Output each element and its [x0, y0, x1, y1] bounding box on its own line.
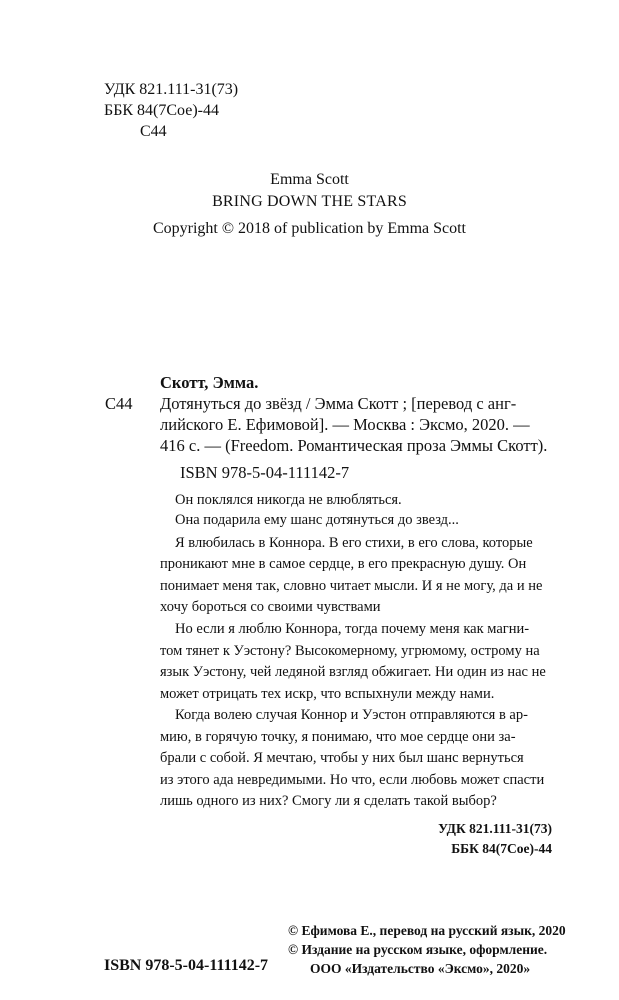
- annotation-line: понимает меня так, словно читает мысли. И я не могу, да и не: [160, 578, 543, 594]
- annotation-line: хочу бороться со своими чувствами: [160, 599, 381, 615]
- tagline-line: Она подарила ему шанс дотянуться до звезд...: [175, 512, 459, 528]
- bbk-code: ББК 84(7Сое)-44: [104, 102, 219, 119]
- annotation-line: брали с собой. Я мечтаю, чтобы у них был шанс вернуться: [160, 750, 524, 766]
- bib-author-heading: Скотт, Эмма.: [160, 373, 259, 392]
- annotation-line: мию, в горячую точку, я понимаю, что мое сердце они за-: [160, 729, 516, 745]
- bottom-udk-code: УДК 821.111-31(73): [438, 821, 552, 836]
- original-author: Emma Scott: [270, 171, 349, 188]
- bib-line: 416 с. — (Freedom. Романтическая проза Эммы Скотт).: [160, 436, 548, 455]
- annotation-line: Когда волею случая Коннор и Уэстон отправляются в ар-: [175, 707, 528, 723]
- annotation-line: Но если я люблю Коннора, тогда почему меня как магни-: [175, 621, 530, 637]
- tagline-line: Он поклялся никогда не влюбляться.: [175, 492, 402, 508]
- footer-copyright: © Ефимова Е., перевод на русский язык, 2020: [288, 923, 566, 938]
- footer-copyright: © Издание на русском языке, оформление.: [288, 942, 548, 957]
- annotation-line: том тянет к Уэстону? Высокомерному, угрюмому, острому на: [160, 643, 540, 659]
- annotation-line: проникают мне в самое сердце, в его прекрасную душу. Он: [160, 556, 527, 572]
- annotation-line: из этого ада невредимыми. Но что, если любовь может спасти: [160, 772, 545, 788]
- footer-copyright: ООО «Издательство «Эксмо», 2020»: [310, 961, 531, 976]
- annotation-line: Я влюбилась в Коннора. В его стихи, в его слова, которые: [175, 535, 533, 551]
- bib-line: лийского Е. Ефимовой]. — Москва : Эксмо, 2020. —: [160, 415, 530, 434]
- udk-code: УДК 821.111-31(73): [104, 81, 239, 98]
- original-copyright: Copyright © 2018 of publication by Emma Scott: [152, 220, 466, 237]
- original-title: BRING DOWN THE STARS: [212, 193, 407, 210]
- annotation-line: язык Уэстону, чей ледяной взгляд обжигает. Ни один из нас не: [160, 664, 546, 680]
- bib-isbn: ISBN 978-5-04-111142-7: [180, 463, 350, 482]
- bib-author-mark: С44: [105, 394, 133, 413]
- author-mark: С44: [140, 123, 167, 140]
- annotation-line: лишь одного из них? Смогу ли я сделать такой выбор?: [160, 793, 497, 809]
- bottom-bbk-code: ББК 84(7Сое)-44: [451, 841, 552, 856]
- footer-isbn: ISBN 978-5-04-111142-7: [104, 957, 269, 974]
- annotation-line: может отрицать тех искр, что вспыхнули между нами.: [160, 686, 495, 702]
- bib-line: Дотянуться до звёзд / Эмма Скотт ; [перевод с анг-: [160, 394, 517, 413]
